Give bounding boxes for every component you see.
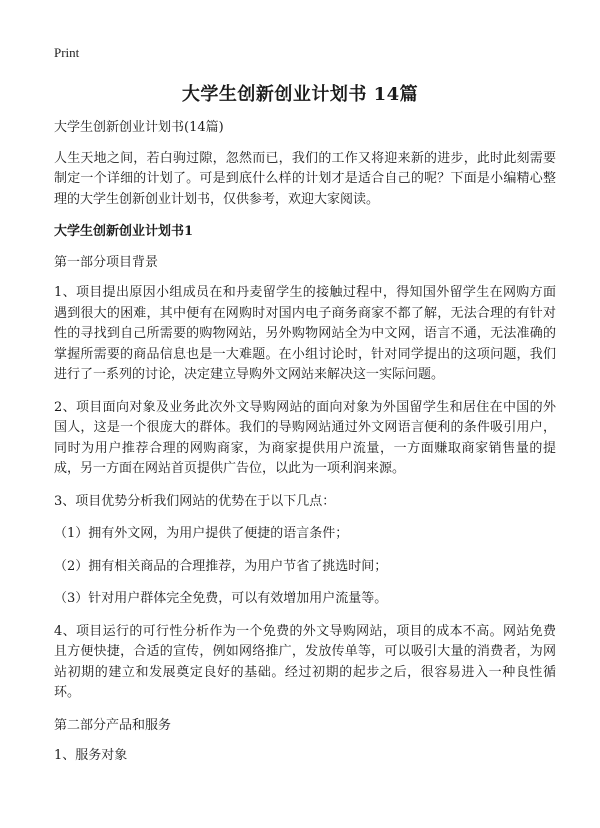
- list-item-advantage-1: （1）拥有外文网，为用户提供了便捷的语言条件；: [54, 526, 349, 541]
- paragraph-service-target: 1、服务对象: [54, 748, 128, 763]
- paragraph-project-reason: 1、项目提出原因小组成员在和丹麦留学生的接触过程中，得知国外留学生在网购方面遇到很大的困难，其中便有在网购时对国内电子商务商家不都了解，无法合理的有针对性的寻找到自己所需要的购物网站，另外购物网站全为中文网，语言不通，无法准确的掌握所需要的商品信息也是一大难题。在小组讨论时，针对同学提出的这项问题，我们进行了一系列的讨论，决定建立导购外文网站来解决这一实际问题。: [54, 285, 556, 382]
- document-body: [54, 118, 556, 779]
- document-title: 大学生创新创业计划书 14篇: [181, 84, 419, 105]
- section-heading: 大学生创新创业计划书1: [54, 224, 194, 239]
- print-link[interactable]: Print: [54, 45, 80, 60]
- paragraph-project-audience: 2、项目面向对象及业务此次外文导购网站的面向对象为外国留学生和居住在中国的外国人，这是一个很庞大的群体。我们的导购网站通过外文网语言便利的条件吸引用户，同时为用户推荐合理的网购商家，为商家提供用户流量，一方面赚取商家销售量的提成，另一方面在网站首页提供广告位，以此为一项利润来源。: [54, 399, 556, 476]
- document-subtitle: 大学生创新创业计划书(14篇): [54, 120, 224, 135]
- list-item-advantage-3: （3）针对用户群体完全免费，可以有效增加用户流量等。: [54, 591, 388, 606]
- intro-paragraph: 人生天地之间，若白驹过隙，忽然而已，我们的工作又将迎来新的进步，此时此刻需要制定一个详细的计划了。可是到底什么样的计划才是适合自己的呢？下面是小编精心整理的大学生创新创业计划书，仅供参考，欢迎大家阅读。: [54, 150, 556, 207]
- paragraph-project-advantages: 3、项目优势分析我们网站的优势在于以下几点：: [54, 493, 336, 509]
- paragraph-feasibility: 4、项目运行的可行性分析作为一个免费的外文导购网站，项目的成本不高。网站免费且方便快捷，合适的宣传，例如网络推广，发放传单等，可以吸引大量的消费者，为网站初期的建立和发展奠定良好的基础。经过初期的起步之后，很容易进入一种良性循环。: [54, 623, 556, 700]
- list-item-advantage-2: （2）拥有相关商品的合理推荐，为用户节省了挑选时间；: [54, 558, 388, 574]
- part-heading-background: 第一部分项目背景: [54, 254, 159, 270]
- part-heading-products: 第二部分产品和服务: [54, 717, 172, 733]
